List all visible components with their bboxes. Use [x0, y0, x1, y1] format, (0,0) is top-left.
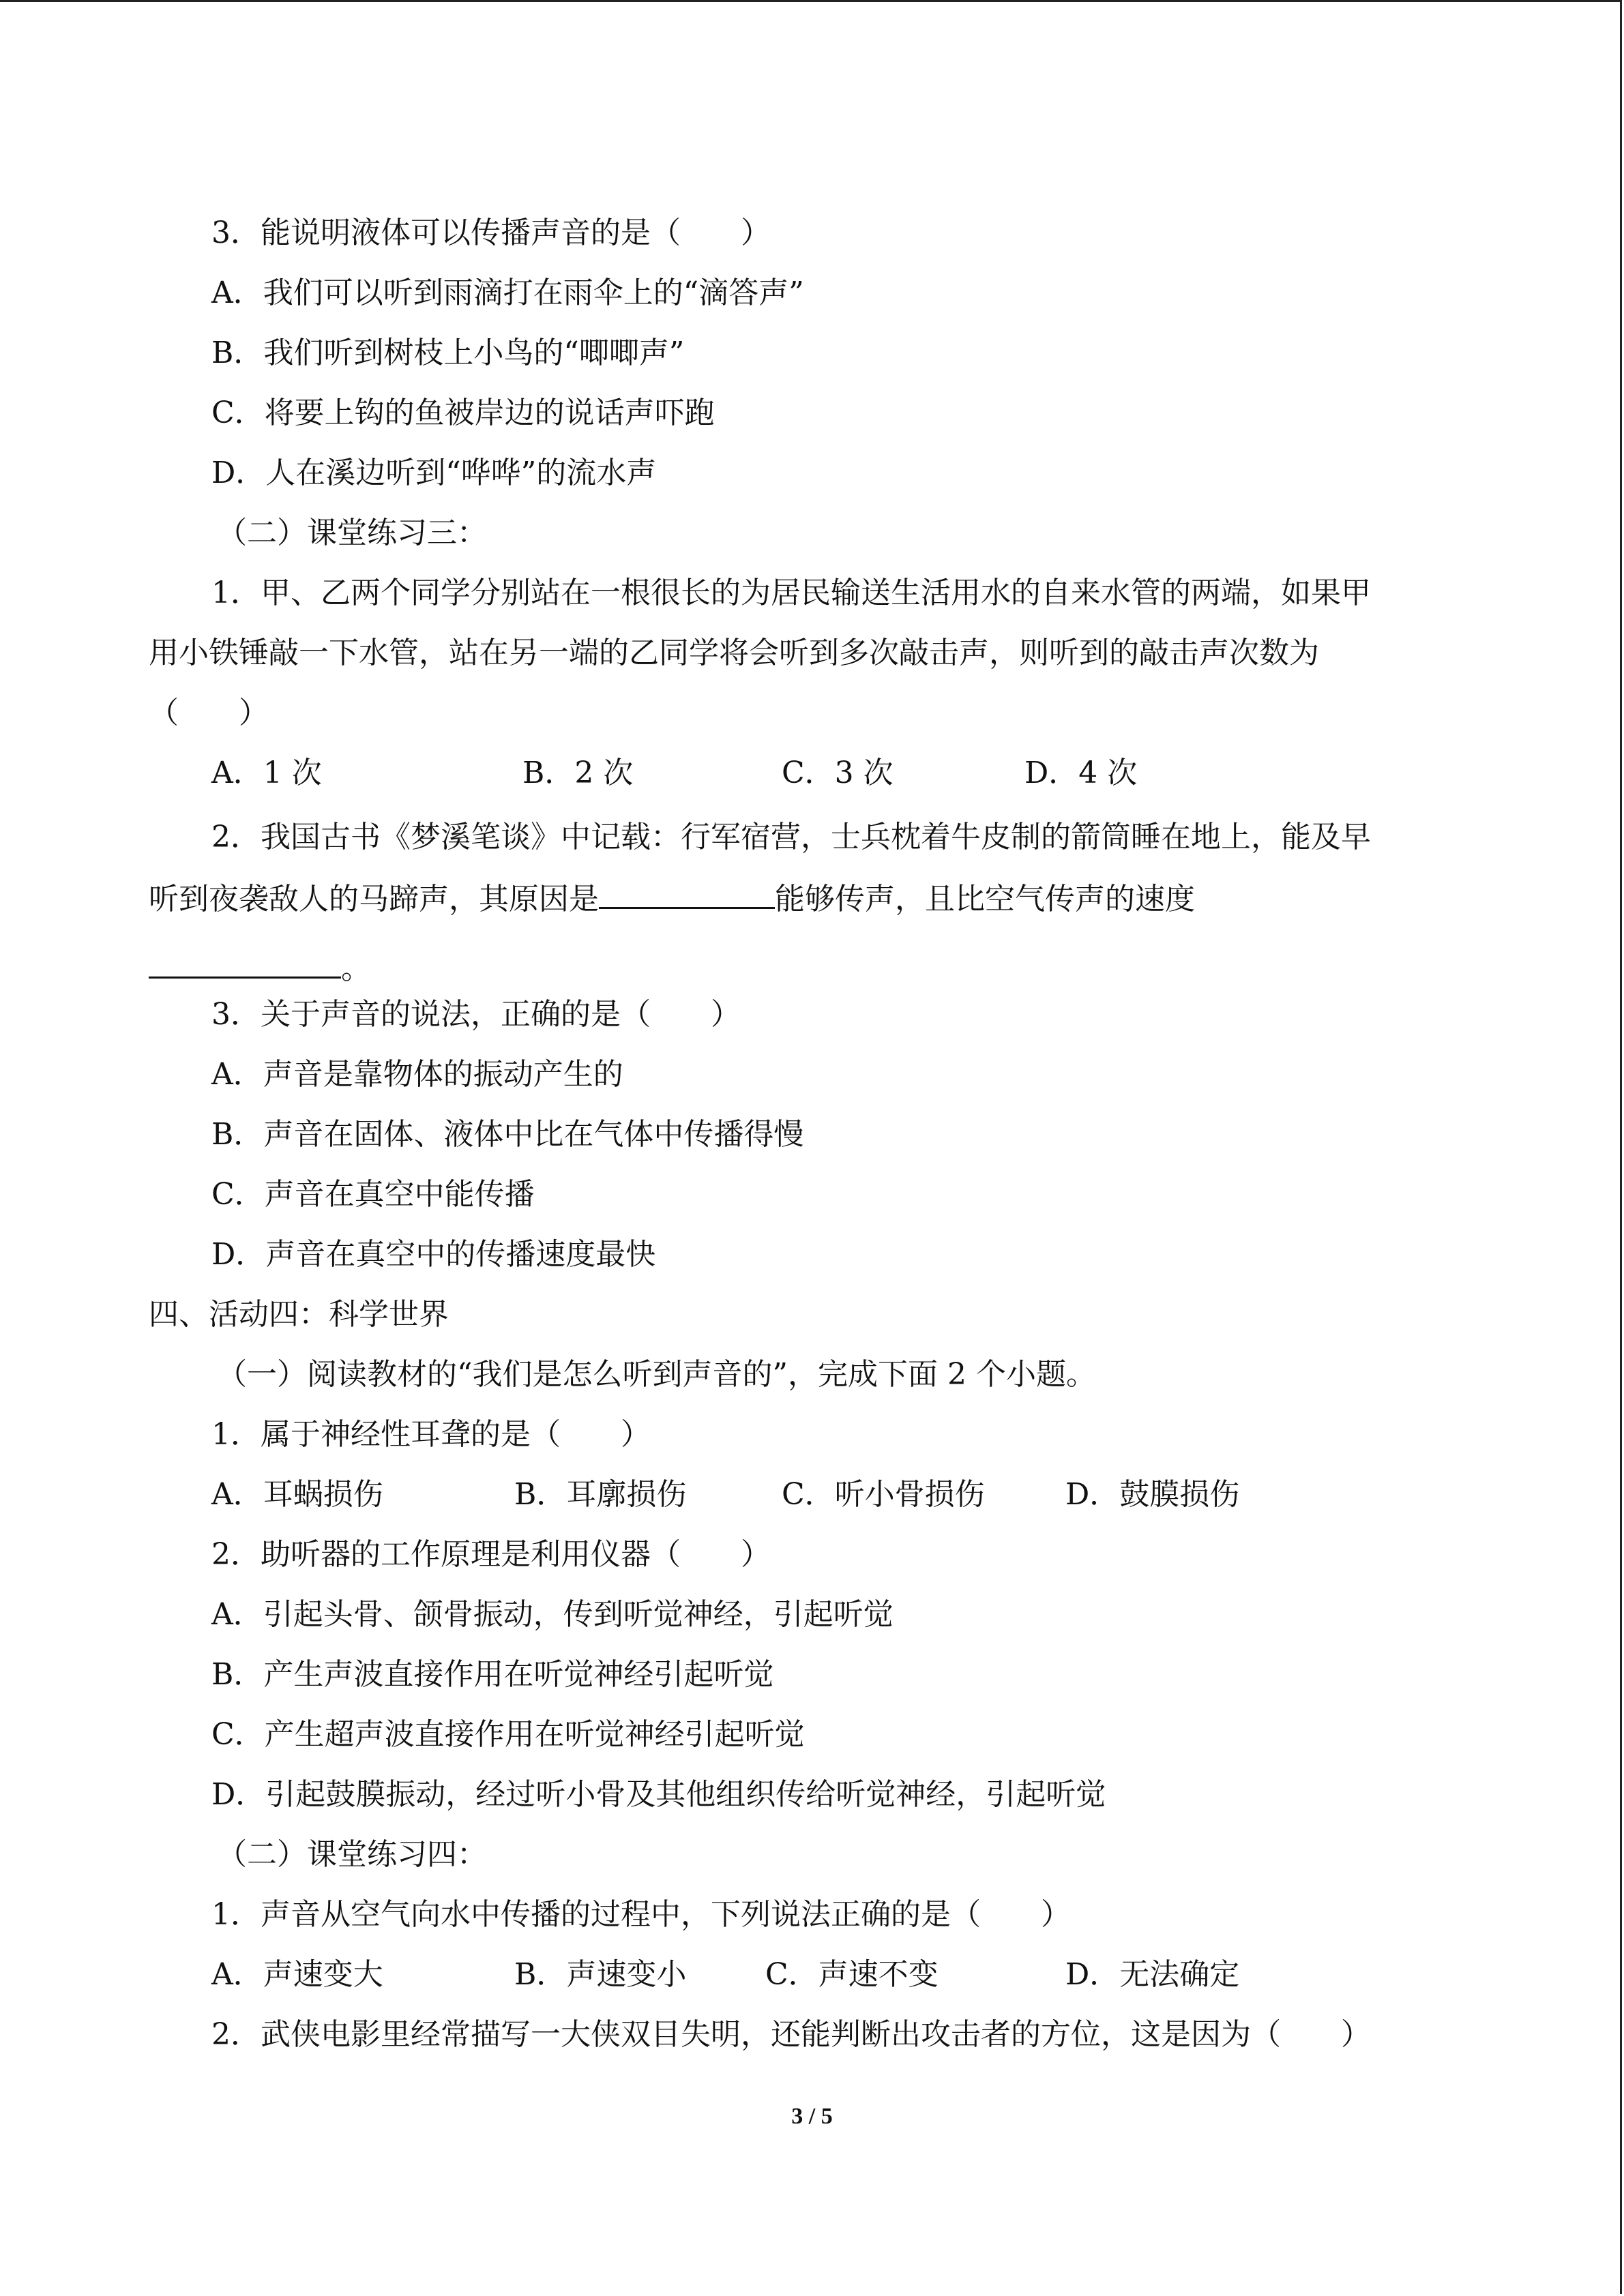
option-b: B．产生声波直接作用在听觉神经引起听觉: [211, 1657, 774, 1692]
question-stem-continued: [149, 946, 371, 989]
question-stem: 3．关于声音的说法，正确的是（ ）: [211, 997, 741, 1032]
option-c: C．声速不变: [765, 1957, 939, 1992]
section-heading: （二）课堂练习四：: [217, 1837, 487, 1872]
question-stem-continued: [149, 877, 1195, 920]
stem-text: 听到夜袭敌人的马蹄声，其原因是: [149, 882, 599, 916]
question-stem: 1．属于神经性耳聋的是（ ）: [211, 1417, 651, 1452]
option-c: C．将要上钩的鱼被岸边的说话声吓跑: [211, 396, 715, 430]
question-stem: 3．能说明液体可以传播声音的是（ ）: [211, 215, 771, 250]
option-b: B．声音在固体、液体中比在气体中传播得慢: [211, 1117, 804, 1152]
stem-text: 能够传声，且比空气传声的速度: [775, 882, 1195, 916]
option-c: C．听小骨损伤: [782, 1477, 985, 1512]
fill-in-blank[interactable]: [599, 877, 775, 909]
option-d: D．4 次: [1024, 756, 1138, 790]
option-d: D．声音在真空中的传播速度最快: [211, 1237, 656, 1272]
option-a: A．我们可以听到雨滴打在雨伞上的“滴答声”: [211, 275, 804, 310]
page-number: 3 / 5: [791, 2104, 833, 2129]
question-stem: 1．甲、乙两个同学分别站在一根很长的为居民输送生活用水的自来水管的两端，如果甲: [211, 576, 1371, 610]
option-d: D．引起鼓膜振动，经过听小骨及其他组织传给听觉神经，引起听觉: [211, 1777, 1106, 1812]
option-d: D．人在溪边听到“哗哗”的流水声: [211, 456, 657, 490]
option-b: B．声速变小: [514, 1957, 687, 1992]
option-d: D．鼓膜损伤: [1065, 1477, 1240, 1512]
option-a: A．声音是靠物体的振动产生的: [211, 1057, 623, 1092]
option-a: A．耳蜗损伤: [211, 1477, 383, 1512]
option-b: B．我们听到树枝上小鸟的“唧唧声”: [211, 336, 685, 370]
option-a: A．1 次: [211, 756, 322, 790]
question-stem: 2．助听器的工作原理是利用仪器（ ）: [211, 1537, 771, 1572]
option-b: B．耳廓损伤: [514, 1477, 687, 1512]
option-c: C．声音在真空中能传播: [211, 1177, 535, 1212]
option-d: D．无法确定: [1065, 1957, 1240, 1992]
stem-text: 。: [341, 951, 371, 986]
question-stem: 2．我国古书《梦溪笔谈》中记载：行军宿营，士兵枕着牛皮制的箭筒睡在地上，能及早: [211, 820, 1371, 854]
option-a: A．声速变大: [211, 1957, 383, 1992]
question-stem-continued: 用小铁锤敲一下水管，站在另一端的乙同学将会听到多次敲击声，则听到的敲击声次数为: [149, 636, 1319, 670]
fill-in-blank[interactable]: [149, 946, 341, 979]
answer-parentheses: （ ）: [149, 696, 269, 730]
activity-heading: 四、活动四：科学世界: [149, 1297, 449, 1332]
section-heading: （一）阅读教材的“我们是怎么听到声音的”，完成下面 2 个小题。: [217, 1357, 1096, 1392]
question-stem: 1．声音从空气向水中传播的过程中，下列说法正确的是（ ）: [211, 1897, 1071, 1932]
question-stem: 2．武侠电影里经常描写一大侠双目失明，还能判断出攻击者的方位，这是因为（ ）: [211, 2017, 1371, 2052]
option-b: B．2 次: [522, 756, 634, 790]
option-c: C．3 次: [782, 756, 894, 790]
option-c: C．产生超声波直接作用在听觉神经引起听觉: [211, 1717, 805, 1752]
option-a: A．引起头骨、颌骨振动，传到听觉神经，引起听觉: [211, 1597, 894, 1632]
section-heading: （二）课堂练习三：: [217, 516, 487, 550]
